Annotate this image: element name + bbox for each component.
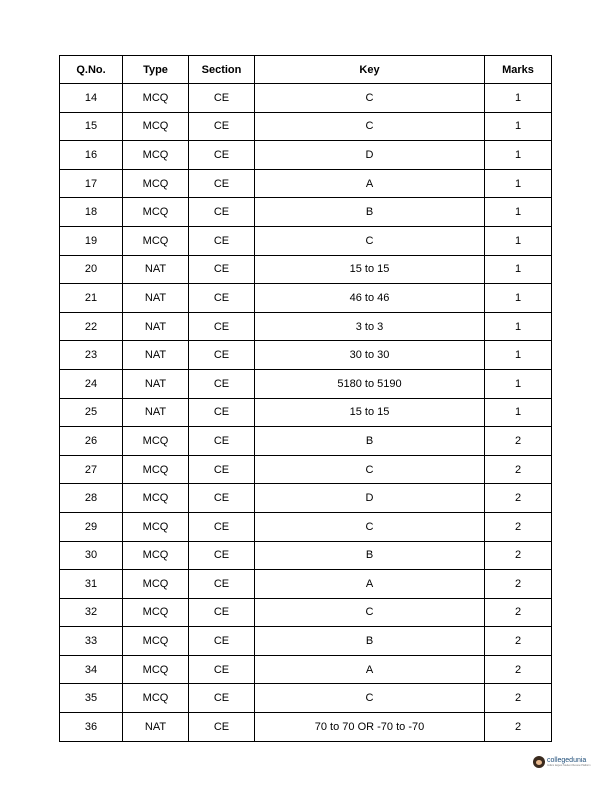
cell-type: MCQ [123, 112, 189, 141]
cell-type: MCQ [123, 598, 189, 627]
brand-text [547, 757, 591, 768]
header-type: Type [123, 56, 189, 84]
cell-marks: 2 [485, 455, 552, 484]
cell-section: CE [189, 484, 255, 513]
cell-type: MCQ [123, 427, 189, 456]
table-row [60, 598, 552, 627]
cell-section: CE [189, 112, 255, 141]
cell-section: CE [189, 198, 255, 227]
cell-section: CE [189, 169, 255, 198]
brand-tagline: India's largest Student Review Platform [547, 763, 591, 767]
cell-marks: 1 [485, 255, 552, 284]
cell-qno: 18 [60, 198, 123, 227]
table-row [60, 226, 552, 255]
cell-type: MCQ [123, 655, 189, 684]
cell-marks: 1 [485, 226, 552, 255]
table-row [60, 141, 552, 170]
table-body [60, 84, 552, 742]
header-marks: Marks [485, 56, 552, 84]
cell-key: 46 to 46 [255, 284, 485, 313]
cell-type: NAT [123, 398, 189, 427]
cell-key: D [255, 484, 485, 513]
cell-type: NAT [123, 369, 189, 398]
cell-section: CE [189, 255, 255, 284]
cell-section: CE [189, 226, 255, 255]
cell-qno: 27 [60, 455, 123, 484]
cell-section: CE [189, 398, 255, 427]
cell-marks: 1 [485, 312, 552, 341]
cell-section: CE [189, 541, 255, 570]
cell-type: MCQ [123, 684, 189, 713]
cell-marks: 2 [485, 570, 552, 599]
cell-marks: 1 [485, 141, 552, 170]
cell-key: C [255, 598, 485, 627]
table-row [60, 112, 552, 141]
cell-qno: 14 [60, 84, 123, 113]
cell-type: NAT [123, 341, 189, 370]
cell-key: B [255, 427, 485, 456]
table-row [60, 570, 552, 599]
cell-section: CE [189, 627, 255, 656]
cell-key: 30 to 30 [255, 341, 485, 370]
cell-key: C [255, 112, 485, 141]
cell-qno: 20 [60, 255, 123, 284]
cell-type: MCQ [123, 455, 189, 484]
cell-section: CE [189, 455, 255, 484]
cell-type: NAT [123, 255, 189, 284]
cell-section: CE [189, 655, 255, 684]
cell-marks: 2 [485, 713, 552, 742]
cell-key: B [255, 541, 485, 570]
cell-qno: 29 [60, 512, 123, 541]
cell-marks: 2 [485, 427, 552, 456]
cell-qno: 17 [60, 169, 123, 198]
cell-section: CE [189, 84, 255, 113]
cell-key: D [255, 141, 485, 170]
cell-key: C [255, 226, 485, 255]
cell-qno: 34 [60, 655, 123, 684]
cell-marks: 1 [485, 369, 552, 398]
cell-type: MCQ [123, 226, 189, 255]
cell-section: CE [189, 341, 255, 370]
collegedunia-branding [533, 756, 591, 768]
cell-marks: 2 [485, 627, 552, 656]
cell-section: CE [189, 684, 255, 713]
cell-section: CE [189, 713, 255, 742]
cell-type: MCQ [123, 169, 189, 198]
cell-qno: 33 [60, 627, 123, 656]
table-row [60, 255, 552, 284]
cell-qno: 31 [60, 570, 123, 599]
cell-marks: 2 [485, 541, 552, 570]
cell-marks: 1 [485, 284, 552, 313]
cell-qno: 23 [60, 341, 123, 370]
table-row [60, 684, 552, 713]
cell-key: 5180 to 5190 [255, 369, 485, 398]
cell-marks: 2 [485, 655, 552, 684]
cell-key: 15 to 15 [255, 398, 485, 427]
table-row [60, 484, 552, 513]
cell-marks: 1 [485, 84, 552, 113]
cell-key: C [255, 455, 485, 484]
header-section: Section [189, 56, 255, 84]
cell-marks: 2 [485, 598, 552, 627]
collegedunia-logo-icon [533, 756, 545, 768]
cell-section: CE [189, 312, 255, 341]
cell-section: CE [189, 512, 255, 541]
table-row [60, 455, 552, 484]
cell-type: MCQ [123, 570, 189, 599]
cell-key: 70 to 70 OR -70 to -70 [255, 713, 485, 742]
cell-type: MCQ [123, 84, 189, 113]
cell-type: MCQ [123, 198, 189, 227]
cell-section: CE [189, 570, 255, 599]
cell-key: A [255, 169, 485, 198]
cell-section: CE [189, 369, 255, 398]
cell-type: NAT [123, 312, 189, 341]
cell-section: CE [189, 284, 255, 313]
cell-qno: 35 [60, 684, 123, 713]
cell-qno: 25 [60, 398, 123, 427]
cell-qno: 32 [60, 598, 123, 627]
cell-type: NAT [123, 284, 189, 313]
cell-qno: 15 [60, 112, 123, 141]
table-row [60, 341, 552, 370]
cell-marks: 1 [485, 341, 552, 370]
table-row [60, 84, 552, 113]
cell-key: C [255, 512, 485, 541]
table-row [60, 713, 552, 742]
cell-key: 3 to 3 [255, 312, 485, 341]
table-row [60, 512, 552, 541]
cell-qno: 28 [60, 484, 123, 513]
cell-marks: 2 [485, 684, 552, 713]
cell-type: MCQ [123, 627, 189, 656]
cell-marks: 1 [485, 112, 552, 141]
table-row [60, 369, 552, 398]
table-row [60, 627, 552, 656]
cell-type: MCQ [123, 512, 189, 541]
answer-key-table [59, 55, 552, 742]
table-row [60, 198, 552, 227]
cell-qno: 24 [60, 369, 123, 398]
cell-type: MCQ [123, 141, 189, 170]
cell-key: A [255, 655, 485, 684]
cell-key: B [255, 198, 485, 227]
cell-key: B [255, 627, 485, 656]
cell-marks: 1 [485, 398, 552, 427]
cell-marks: 2 [485, 484, 552, 513]
header-key: Key [255, 56, 485, 84]
cell-section: CE [189, 141, 255, 170]
header-qno: Q.No. [60, 56, 123, 84]
brand-name: collegedunia [547, 756, 587, 764]
table-row [60, 398, 552, 427]
cell-qno: 22 [60, 312, 123, 341]
cell-section: CE [189, 598, 255, 627]
cell-key: A [255, 570, 485, 599]
cell-section: CE [189, 427, 255, 456]
table-row [60, 169, 552, 198]
table-row [60, 284, 552, 313]
cell-marks: 2 [485, 512, 552, 541]
cell-marks: 1 [485, 198, 552, 227]
table-header-row [60, 56, 552, 84]
cell-type: MCQ [123, 484, 189, 513]
table-row [60, 655, 552, 684]
cell-key: C [255, 684, 485, 713]
cell-key: C [255, 84, 485, 113]
cell-qno: 16 [60, 141, 123, 170]
table-row [60, 541, 552, 570]
cell-type: MCQ [123, 541, 189, 570]
cell-key: 15 to 15 [255, 255, 485, 284]
cell-type: NAT [123, 713, 189, 742]
cell-qno: 36 [60, 713, 123, 742]
table-row [60, 427, 552, 456]
cell-qno: 19 [60, 226, 123, 255]
table-row [60, 312, 552, 341]
cell-qno: 26 [60, 427, 123, 456]
cell-qno: 30 [60, 541, 123, 570]
cell-qno: 21 [60, 284, 123, 313]
cell-marks: 1 [485, 169, 552, 198]
